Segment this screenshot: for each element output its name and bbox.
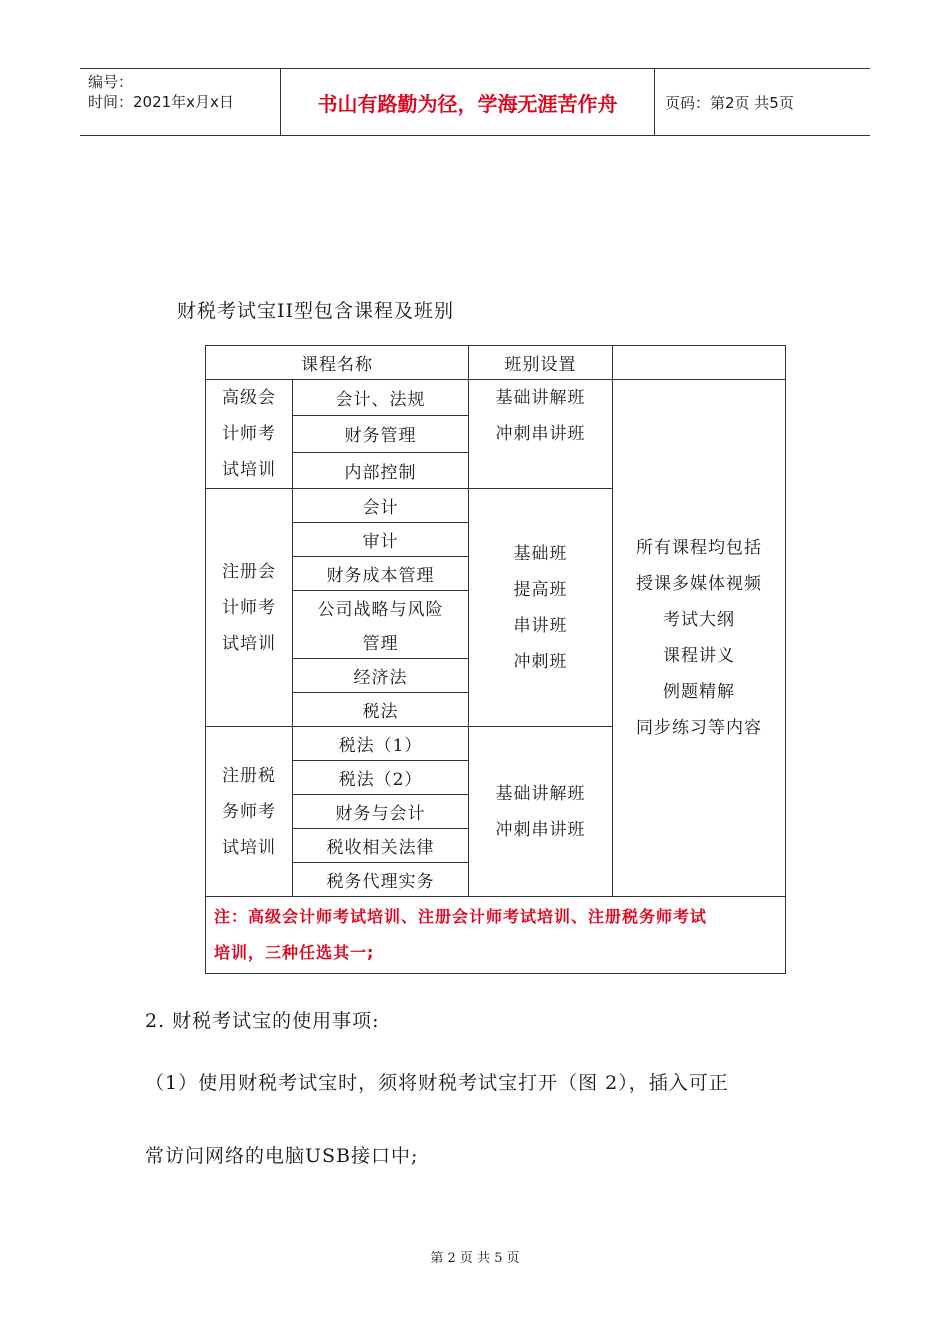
course-cell: 内部控制 [293,452,469,488]
class-cell [469,489,613,727]
group-name-line: 注册税 [222,765,276,786]
includes-cell [613,380,786,897]
header-meta [80,69,281,135]
table-note-row [206,897,786,974]
header-motto: 书山有路勤为径，学海无涯苦作舟 [281,69,655,135]
course-cell: 税收相关法律 [293,829,469,863]
col-course-name: 课程名称 [206,346,469,380]
paragraph-line: （1）使用财税考试宝时，须将财税考试宝打开（图 2），插入可正 [145,1072,729,1094]
course-cell: 税法（1） [293,727,469,761]
class-line: 基础班 [513,543,568,564]
group-name-line: 试培训 [222,837,276,858]
includes-line: 考试大纲 [663,610,735,630]
course-cell: 会计 [293,489,469,523]
page-header [80,68,870,136]
includes-line: 例题精解 [663,682,735,702]
course-cell: 税法（2） [293,761,469,795]
group-name-cell [206,727,293,897]
note-line: 培训，三种任选其一; [214,943,375,962]
group-name-line: 计师考 [222,597,276,618]
course-cell: 会计、法规 [293,380,469,416]
includes-line: 所有课程均包括 [636,538,762,558]
class-line: 提高班 [513,579,568,600]
group-name-cell [206,380,293,489]
group-name-line: 计师考 [222,424,276,444]
course-table [205,345,786,974]
group-name-line: 试培训 [222,633,276,654]
course-cell: 审计 [293,523,469,557]
class-line: 冲刺串讲班 [495,424,586,444]
class-line: 冲刺串讲班 [495,819,586,840]
course-cell: 税务代理实务 [293,863,469,897]
group-name-line: 务师考 [222,801,276,822]
course-cell: 财务管理 [293,416,469,452]
header-page-info: 页码：第2页 共5页 [665,93,794,112]
header-time-label: 时间：2021年x月x日 [88,93,234,111]
includes-line: 授课多媒体视频 [636,574,762,594]
class-line: 冲刺班 [513,651,568,672]
group-name-cell [206,489,293,727]
group-name-line: 高级会 [222,388,276,408]
class-cell [469,380,613,489]
table-row [206,380,786,416]
course-cell: 经济法 [293,659,469,693]
col-class-setting: 班别设置 [469,346,613,380]
course-cell: 财务成本管理 [293,557,469,591]
course-cell: 管理 [293,625,469,659]
note-line: 注：高级会计师考试培训、注册会计师考试培训、注册税务师考试 [214,907,708,926]
col-empty [613,346,786,380]
class-line: 基础讲解班 [495,783,586,804]
class-cell [469,727,613,897]
includes-line: 同步练习等内容 [636,718,762,738]
page-footer: 第 2 页 共 5 页 [430,1251,520,1266]
course-cell: 财务与会计 [293,795,469,829]
section-heading: 2. 财税考试宝的使用事项: [145,1010,380,1032]
course-cell: 公司战略与风险 [293,591,469,625]
class-line: 串讲班 [513,615,568,636]
course-cell: 税法 [293,693,469,727]
class-line: 基础讲解班 [495,388,586,408]
table-note-cell [206,897,786,974]
paragraph-line: 常访问网络的电脑USB接口中; [145,1145,419,1167]
header-number-label: 编号： [88,73,134,91]
includes-line: 课程讲义 [663,646,735,666]
table-header-row [206,346,786,380]
document-title: 财税考试宝II型包含课程及班别 [177,300,455,322]
group-name-line: 试培训 [222,460,276,480]
group-name-line: 注册会 [222,561,276,582]
